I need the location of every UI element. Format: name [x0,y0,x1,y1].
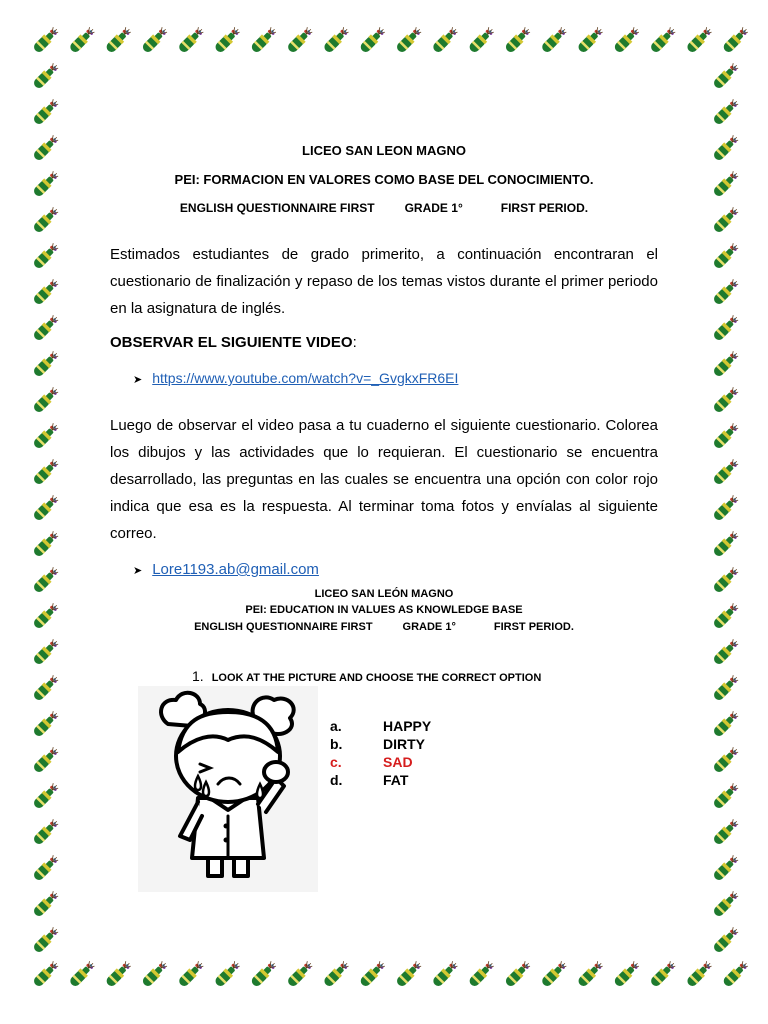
copy-school-title: LICEO SAN LEÓN MAGNO [314,588,454,600]
champagne-bottle-icon [712,674,741,703]
champagne-bottle-icon [32,890,61,919]
copy-period-label: FIRST PERIOD. [493,621,574,633]
champagne-bottle-icon [32,926,61,955]
option-letter: b. [330,736,343,752]
champagne-bottle-icon [68,26,97,55]
champagne-bottle-icon [286,26,315,55]
champagne-bottle-icon [177,960,206,989]
champagne-bottle-icon [32,960,61,989]
champagne-bottle-icon [250,960,279,989]
champagne-bottle-icon [712,62,741,91]
champagne-bottle-icon [504,26,533,55]
champagne-bottle-icon [540,960,569,989]
champagne-bottle-icon [712,494,741,523]
champagne-bottle-icon [104,26,133,55]
champagne-bottle-icon [32,386,61,415]
champagne-bottle-icon [32,530,61,559]
champagne-bottle-icon [649,960,678,989]
questionnaire-line [0,201,768,215]
email-link[interactable]: Lore1193.ab@gmail.com [152,561,319,578]
champagne-bottle-icon [177,26,206,55]
champagne-bottle-icon [712,350,741,379]
champagne-bottle-icon [712,458,741,487]
champagne-bottle-icon [712,746,741,775]
champagne-bottle-icon [712,854,741,883]
champagne-bottle-icon [712,926,741,955]
question-1 [192,668,541,684]
pei-title: PEI: FORMACION EN VALORES COMO BASE DEL CONOCIMIENTO. [174,172,594,187]
champagne-bottle-icon [32,422,61,451]
champagne-bottle-icon [32,98,61,127]
champagne-bottle-icon [32,782,61,811]
option-text: FAT [383,772,409,788]
champagne-bottle-icon [32,314,61,343]
video-heading-colon: : [352,334,357,351]
champagne-bottle-icon [286,960,315,989]
champagne-bottle-icon [32,818,61,847]
champagne-bottle-icon [712,638,741,667]
answer-option [330,717,431,735]
champagne-bottle-icon [712,890,741,919]
question-number: 1. [192,668,204,684]
copy-questionnaire-line [0,621,768,633]
champagne-bottle-icon [32,854,61,883]
champagne-bottle-icon [322,26,351,55]
champagne-bottle-icon [613,960,642,989]
intro-paragraph: Estimados estudiantes de grado primerito, a continuación encontraran el cuestionario de finalización y repaso de los temas vistos durante el primer periodo en la asignatura de inglés. [110,246,658,317]
school-title: LICEO SAN LEON MAGNO [302,143,466,158]
champagne-bottle-icon [712,530,741,559]
answer-option [330,735,431,753]
champagne-bottle-icon [576,26,605,55]
option-text: DIRTY [383,736,425,752]
champagne-bottle-icon [32,494,61,523]
champagne-bottle-icon [712,98,741,127]
champagne-bottle-icon [213,26,242,55]
champagne-bottle-icon [712,782,741,811]
video-link[interactable]: https://www.youtube.com/watch?v=_GvgkxFR6EI [152,370,459,386]
champagne-bottle-icon [431,960,460,989]
champagne-bottle-icon [68,960,97,989]
questionnaire-label: ENGLISH QUESTIONNAIRE FIRST [179,201,375,215]
champagne-bottle-icon [613,26,642,55]
video-heading-text: OBSERVAR EL SIGUIENTE VIDEO [110,334,353,351]
copy-grade-label: GRADE 1° [402,621,456,633]
copy-questionnaire-label: ENGLISH QUESTIONNAIRE FIRST [194,621,373,633]
champagne-bottle-icon [712,278,741,307]
email-item [133,561,319,578]
answer-options [330,717,431,789]
champagne-bottle-icon [32,710,61,739]
champagne-bottle-icon [576,960,605,989]
champagne-bottle-icon [504,960,533,989]
champagne-bottle-icon [250,26,279,55]
champagne-bottle-icon [395,960,424,989]
champagne-bottle-icon [467,26,496,55]
champagne-bottle-icon [431,26,460,55]
option-text: SAD [383,754,413,770]
champagne-bottle-icon [649,26,678,55]
option-text: HAPPY [383,718,432,734]
grade-label: GRADE 1° [404,201,463,215]
champagne-bottle-icon [32,62,61,91]
champagne-bottle-icon [104,960,133,989]
champagne-bottle-icon [32,242,61,271]
video-link-item [133,370,458,386]
answer-option [330,771,431,789]
option-letter: d. [330,772,343,788]
champagne-bottle-icon [540,26,569,55]
champagne-bottle-icon [32,350,61,379]
champagne-bottle-icon [685,960,714,989]
option-letter: c. [330,754,342,770]
copy-pei-title: PEI: EDUCATION IN VALUES AS KNOWLEDGE BASE [245,604,523,616]
answer-option [330,753,431,771]
option-letter: a. [330,718,342,734]
champagne-bottle-icon [322,960,351,989]
champagne-bottle-icon [712,314,741,343]
champagne-bottle-icon [32,458,61,487]
champagne-bottle-icon [359,960,388,989]
champagne-bottle-icon [32,746,61,775]
arrow-bullet-icon: ➤ [133,374,143,386]
video-heading [110,334,357,351]
arrow-bullet-icon: ➤ [133,565,143,577]
question-text: LOOK AT THE PICTURE AND CHOOSE THE CORRECT OPTION [211,672,542,684]
crying-girl-illustration [138,686,318,892]
champagne-bottle-icon [467,960,496,989]
champagne-bottle-icon [32,26,61,55]
champagne-bottle-icon [712,422,741,451]
champagne-bottle-icon [141,960,170,989]
champagne-bottle-icon [685,26,714,55]
champagne-bottle-icon [722,960,751,989]
champagne-bottle-icon [32,278,61,307]
champagne-bottle-icon [712,818,741,847]
champagne-bottle-icon [712,710,741,739]
champagne-bottle-icon [712,242,741,271]
champagne-bottle-icon [213,960,242,989]
champagne-bottle-icon [32,674,61,703]
champagne-bottle-icon [32,638,61,667]
champagne-bottle-icon [712,386,741,415]
champagne-bottle-icon [395,26,424,55]
period-label: FIRST PERIOD. [500,201,589,215]
instructions-paragraph: Luego de observar el video pasa a tu cuaderno el siguiente cuestionario. Colorea los dibujos y las actividades que lo requieran. El cuestionario se encuentra desarrollado, las preguntas en las cuales se encuentra una opción con color rojo indica que esa es la respuesta. Al terminar toma fotos y envíalas al siguiente correo. [110,417,658,542]
champagne-bottle-icon [722,26,751,55]
champagne-bottle-icon [359,26,388,55]
champagne-bottle-icon [141,26,170,55]
